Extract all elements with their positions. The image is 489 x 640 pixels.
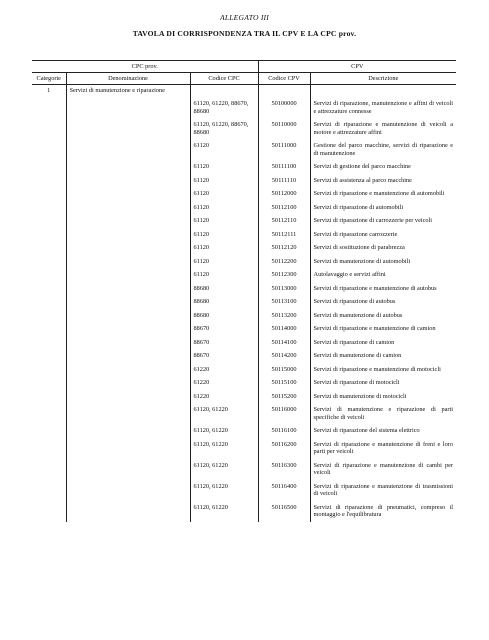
- cell-codice-cpv: 50112200: [258, 255, 310, 269]
- cell-codice-cpv: 50114100: [258, 336, 310, 350]
- group-header-cpc: CPC prov.: [32, 61, 258, 73]
- cell-categorie: [32, 424, 66, 438]
- cell-descrizione: Servizi di riparazione di motocicli: [313, 379, 400, 386]
- cell-codice-cpc: 61120: [190, 268, 258, 282]
- cell-codice-cpv: 50115200: [258, 390, 310, 404]
- cell-codice-cpc: 61220: [190, 363, 258, 377]
- cell-codice-cpv: 50111100: [258, 160, 310, 174]
- cell-descrizione: Servizi di riparazione carrozzerie: [313, 230, 398, 238]
- table-row: [32, 118, 456, 139]
- cell-codice-cpv: 50112100: [258, 201, 310, 215]
- cell-codice-cpv: 50110000: [258, 118, 310, 139]
- cell-descrizione: Servizi di riparazione e manutenzione di freni e loro parti per veicoli: [313, 440, 454, 455]
- cell-codice-cpv: 50112300: [258, 268, 310, 282]
- cell-descrizione: Servizi di riparazione di carrozzerie per veicoli: [313, 217, 433, 224]
- cell-denominazione: [66, 390, 190, 404]
- cell-denominazione: [66, 255, 190, 269]
- cell-descrizione: Servizi di riparazione e manutenzione di veicoli a motore e attrezzature affini: [313, 121, 454, 136]
- table-row: [32, 160, 456, 174]
- cell-denominazione: [66, 309, 190, 323]
- cell-categorie: [32, 322, 66, 336]
- cell-codice-cpc: 61120: [190, 174, 258, 188]
- table-row: [32, 295, 456, 309]
- cell-codice-cpc: 61120: [190, 255, 258, 269]
- cell-categorie: [32, 336, 66, 350]
- table-row: [32, 309, 456, 323]
- cell-codice-cpv: 50112120: [258, 241, 310, 255]
- cell-descrizione: Servizi di riparazione e manutenzione di camion: [313, 325, 436, 332]
- cell-codice-cpv: 50115100: [258, 376, 310, 390]
- cell-descrizione: Servizi di riparazione del sistema elettrico: [313, 427, 420, 434]
- cell-codice-cpc: 88680: [190, 295, 258, 309]
- cell-codice-cpc: 61120, 61220, 88670, 88680: [190, 118, 258, 139]
- cell-denominazione: [66, 363, 190, 377]
- cell-denominazione: [66, 403, 190, 424]
- table-row: [32, 255, 456, 269]
- table-row: [32, 438, 456, 459]
- correspondence-table: [32, 60, 456, 522]
- cell-descrizione: Servizi di manutenzione di automobili: [313, 257, 411, 265]
- cell-codice-cpc: 88680: [190, 309, 258, 323]
- cell-codice-cpv: 50116100: [258, 424, 310, 438]
- category-name: Servizi di manutenzione e riparazione: [66, 85, 190, 98]
- table-row: [32, 241, 456, 255]
- cell-descrizione: Servizi di manutenzione di autobus: [313, 311, 403, 319]
- cell-codice-cpc: 61120, 61220, 88670, 88680: [190, 97, 258, 118]
- cell-denominazione: [66, 438, 190, 459]
- cell-categorie: [32, 228, 66, 242]
- table-row: [32, 459, 456, 480]
- table-row: [32, 322, 456, 336]
- cell-codice-cpv: 50112000: [258, 187, 310, 201]
- cell-descrizione: Servizi di riparazione di automobili: [313, 203, 404, 211]
- cell-codice-cpc: 88670: [190, 349, 258, 363]
- cell-codice-cpv: 50111110: [258, 174, 310, 188]
- column-header-codice-cpc: Codice CPC: [190, 73, 258, 85]
- document-title: TAVOLA DI CORRISPONDENZA TRA IL CPV E LA CPC prov.: [132, 29, 357, 38]
- cell-codice-cpv: 50114000: [258, 322, 310, 336]
- cell-denominazione: [66, 349, 190, 363]
- cell-denominazione: [66, 322, 190, 336]
- cell-categorie: [32, 187, 66, 201]
- column-header-denominazione: Denominazione: [66, 73, 190, 85]
- cell-codice-cpc: 61120, 61220: [190, 501, 258, 522]
- table-row: [32, 480, 456, 501]
- cell-categorie: [32, 438, 66, 459]
- cell-codice-cpc: 61120: [190, 228, 258, 242]
- table-row: [32, 282, 456, 296]
- cell-categorie: [32, 255, 66, 269]
- cell-codice-cpc: 61120: [190, 139, 258, 160]
- table-row: [32, 139, 456, 160]
- cell-categorie: [32, 268, 66, 282]
- cell-denominazione: [66, 228, 190, 242]
- table-row: [32, 97, 456, 118]
- table-row: [32, 228, 456, 242]
- cell-categorie: [32, 241, 66, 255]
- cell-denominazione: [66, 97, 190, 118]
- cell-descrizione: Servizi di manutenzione e riparazione di parti specifiche di veicoli: [313, 406, 454, 421]
- table-row: [32, 501, 456, 522]
- cell-denominazione: [66, 295, 190, 309]
- table-row: [32, 363, 456, 377]
- cell-descrizione: Servizi di manutenzione di motocicli: [313, 392, 407, 400]
- cell-categorie: [32, 201, 66, 215]
- cell-denominazione: [66, 214, 190, 228]
- cell-codice-cpc: 61220: [190, 390, 258, 404]
- cell-codice-cpc: 88670: [190, 336, 258, 350]
- cell-descrizione: Servizi di riparazione di camion: [313, 338, 395, 346]
- cell-descrizione: Servizi di riparazione, manutenzione e affini di veicoli e attrezzature connesse: [313, 100, 454, 115]
- cell-codice-cpc: 61120: [190, 187, 258, 201]
- cell-categorie: [32, 139, 66, 160]
- cell-categorie: [32, 282, 66, 296]
- category-row: [32, 85, 456, 98]
- cell-descrizione: Autolavaggio e servizi affini: [313, 271, 386, 278]
- cell-categorie: [32, 480, 66, 501]
- cell-descrizione: Servizi di riparazione e manutenzione di automobili: [313, 190, 445, 197]
- cell-codice-cpv: 50116300: [258, 459, 310, 480]
- cell-denominazione: [66, 459, 190, 480]
- cell-descrizione: Servizi di riparazione e manutenzione di motocicli: [313, 365, 441, 373]
- cell-categorie: [32, 118, 66, 139]
- cell-denominazione: [66, 268, 190, 282]
- cell-codice-cpv: 50112111: [258, 228, 310, 242]
- cell-codice-cpv: 50116200: [258, 438, 310, 459]
- cell-codice-cpv: 50112110: [258, 214, 310, 228]
- cell-categorie: [32, 309, 66, 323]
- cell-denominazione: [66, 336, 190, 350]
- cell-codice-cpc: 61120, 61220: [190, 403, 258, 424]
- cell-denominazione: [66, 376, 190, 390]
- cell-denominazione: [66, 187, 190, 201]
- column-header-codice-cpv: Codice CPV: [258, 73, 310, 85]
- cell-denominazione: [66, 160, 190, 174]
- cell-categorie: [32, 403, 66, 424]
- cell-codice-cpv: 50113000: [258, 282, 310, 296]
- cell-codice-cpv: 50113100: [258, 295, 310, 309]
- table-row: [32, 214, 456, 228]
- cell-codice-cpv: 50111000: [258, 139, 310, 160]
- table-row: [32, 336, 456, 350]
- cell-codice-cpc: 61120: [190, 214, 258, 228]
- cell-denominazione: [66, 241, 190, 255]
- cell-denominazione: [66, 501, 190, 522]
- cell-categorie: [32, 349, 66, 363]
- cell-descrizione: Servizi di sostituzione di parabrezza: [313, 244, 405, 251]
- cell-denominazione: [66, 480, 190, 501]
- cell-descrizione: Servizi di assistenza al parco macchine: [313, 176, 412, 184]
- cell-codice-cpc: 61120: [190, 160, 258, 174]
- cell-categorie: [32, 459, 66, 480]
- cell-denominazione: [66, 424, 190, 438]
- cell-denominazione: [66, 201, 190, 215]
- cell-codice-cpv: 50100000: [258, 97, 310, 118]
- column-header-descrizione: Descrizione: [310, 73, 456, 85]
- table-row: [32, 174, 456, 188]
- cell-denominazione: [66, 174, 190, 188]
- cell-codice-cpc: 88670: [190, 322, 258, 336]
- cell-codice-cpc: 61120, 61220: [190, 438, 258, 459]
- group-header-row: [32, 61, 456, 73]
- cell-descrizione: Servizi di riparazione di autobus: [313, 298, 396, 305]
- cell-categorie: [32, 97, 66, 118]
- cell-codice-cpv: 50116500: [258, 501, 310, 522]
- cell-categorie: [32, 376, 66, 390]
- cell-categorie: [32, 214, 66, 228]
- table-row: [32, 424, 456, 438]
- cell-codice-cpc: 61120, 61220: [190, 480, 258, 501]
- cell-codice-cpc: 61120, 61220: [190, 424, 258, 438]
- cell-codice-cpc: 61220: [190, 376, 258, 390]
- cell-categorie: [32, 501, 66, 522]
- cell-codice-cpc: 61120: [190, 201, 258, 215]
- annex-label: ALLEGATO III: [219, 13, 270, 22]
- cell-codice-cpc: 61120, 61220: [190, 459, 258, 480]
- group-header-cpv: CPV: [258, 61, 456, 73]
- cell-codice-cpv: 50113200: [258, 309, 310, 323]
- category-number: 1: [32, 85, 66, 98]
- cell-descrizione: Gestione del parco macchine, servizi di riparazione e di manutenzione: [313, 142, 454, 157]
- cell-codice-cpv: 50115000: [258, 363, 310, 377]
- cell-descrizione: Servizi di gestione del parco macchine: [313, 163, 411, 170]
- column-header-categorie: Categorie: [32, 73, 66, 85]
- cell-codice-cpv: 50116000: [258, 403, 310, 424]
- cell-codice-cpv: 50116400: [258, 480, 310, 501]
- cell-codice-cpc: 61120: [190, 241, 258, 255]
- cell-codice-cpc: 88680: [190, 282, 258, 296]
- cell-descrizione: Servizi di riparazione e manutenzione di cambi per veicoli: [313, 461, 454, 476]
- table-row: [32, 376, 456, 390]
- cell-denominazione: [66, 282, 190, 296]
- table-row: [32, 201, 456, 215]
- cell-denominazione: [66, 139, 190, 160]
- cell-categorie: [32, 160, 66, 174]
- cell-descrizione: Servizi di riparazione e manutenzione di trasmissioni di veicoli: [313, 482, 454, 497]
- cell-categorie: [32, 174, 66, 188]
- cell-categorie: [32, 295, 66, 309]
- cell-descrizione: Servizi di manutenzione di camion: [313, 352, 402, 359]
- cell-denominazione: [66, 118, 190, 139]
- table-row: [32, 349, 456, 363]
- table-row: [32, 268, 456, 282]
- table-row: [32, 403, 456, 424]
- cell-categorie: [32, 390, 66, 404]
- table-row: [32, 390, 456, 404]
- column-header-row: [32, 73, 456, 85]
- table-row: [32, 187, 456, 201]
- cell-categorie: [32, 363, 66, 377]
- cell-descrizione: Servizi di riparazione di pneumatici, compreso il montaggio e l'equilibratura: [313, 503, 454, 518]
- cell-codice-cpv: 50114200: [258, 349, 310, 363]
- cell-descrizione: Servizi di riparazione e manutenzione di autobus: [313, 284, 437, 292]
